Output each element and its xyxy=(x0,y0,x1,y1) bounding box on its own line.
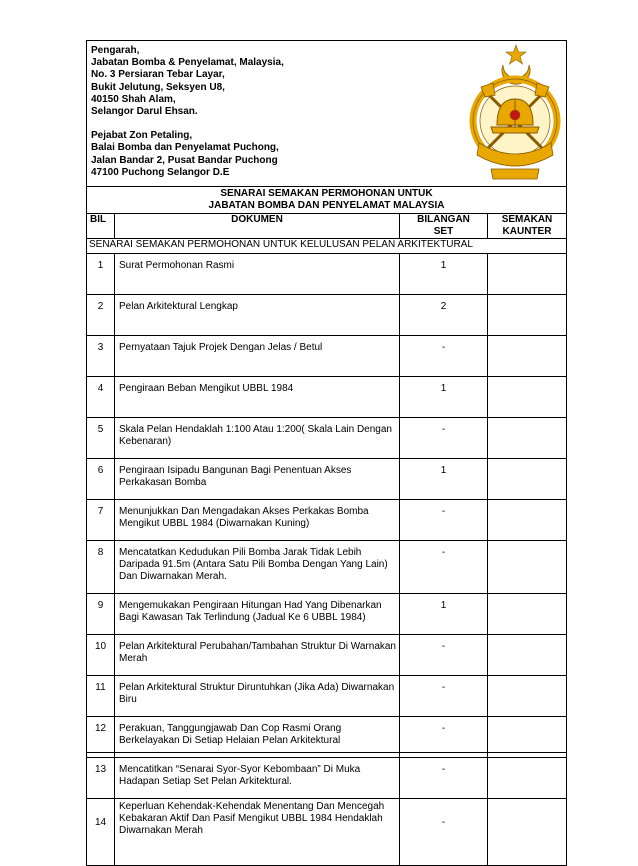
row-quantity: 2 xyxy=(400,295,488,336)
bomba-crest-icon xyxy=(467,43,563,183)
office-line: Balai Bomba dan Penyelamat Puchong, xyxy=(91,142,279,154)
table-row xyxy=(87,799,567,866)
row-number: 10 xyxy=(87,635,115,676)
section-row xyxy=(87,239,567,254)
row-number: 2 xyxy=(87,295,115,336)
title-line: SENARAI SEMAKAN PERMOHONAN UNTUK xyxy=(220,188,433,199)
address-line: Jabatan Bomba & Penyelamat, Malaysia, xyxy=(91,57,284,69)
col-dokumen-header: DOKUMEN xyxy=(115,214,400,239)
address-line: Pengarah, xyxy=(91,45,140,56)
row-check-cell[interactable] xyxy=(488,336,567,377)
row-document: Surat Permohonan Rasmi xyxy=(115,254,400,295)
row-document: Pernyataan Tajuk Projek Dengan Jelas / Betul xyxy=(115,336,400,377)
row-number: 11 xyxy=(87,676,115,717)
row-document: Mengemukakan Pengiraan Hitungan Had Yang Dibenarkan Bagi Kawasan Tak Terlindung (Jadual Ke 6 UBBL 1984) xyxy=(115,594,400,635)
row-number: 9 xyxy=(87,594,115,635)
row-check-cell[interactable] xyxy=(488,635,567,676)
table-row xyxy=(87,295,567,336)
row-number: 7 xyxy=(87,500,115,541)
row-check-cell[interactable] xyxy=(488,459,567,500)
row-document: Pelan Arkitektural Lengkap xyxy=(115,295,400,336)
row-check-cell[interactable] xyxy=(488,541,567,594)
row-quantity: - xyxy=(400,418,488,459)
row-quantity: 1 xyxy=(400,459,488,500)
row-number: 14 xyxy=(87,799,115,866)
row-quantity: - xyxy=(400,717,488,758)
col-bilangan-label: BILANGAN xyxy=(417,214,470,225)
table-row xyxy=(87,541,567,594)
row-quantity: - xyxy=(400,799,488,866)
row-number: 12 xyxy=(87,717,115,758)
col-bil-header: BIL xyxy=(87,214,115,239)
col-kaunter-label: KAUNTER xyxy=(502,226,552,237)
table-row xyxy=(87,635,567,676)
checklist-sheet xyxy=(86,40,566,866)
row-document: Skala Pelan Hendaklah 1:100 Atau 1:200( Skala Lain Dengan Kebenaran) xyxy=(115,418,400,459)
row-document: Mencatitkan “Senarai Syor-Syor Kebombaan” Di Muka Hadapan Setiap Set Pelan Arkitektural. xyxy=(115,758,400,799)
checklist-table xyxy=(86,40,567,866)
col-bilangan-header xyxy=(400,214,488,239)
row-check-cell[interactable] xyxy=(488,295,567,336)
row-document: Keperluan Kehendak-Kehendak Menentang Dan Mencegah Kebakaran Aktif Dan Pasif Mengikut UBBL 1984 Hendaklah Diwarnakan Merah xyxy=(115,799,400,866)
column-header-row xyxy=(87,214,567,239)
table-row xyxy=(87,377,567,418)
address-header xyxy=(87,41,567,187)
address-block xyxy=(91,45,284,179)
row-document: Menunjukkan Dan Mengadakan Akses Perkakas Bomba Mengikut UBBL 1984 (Diwarnakan Kuning) xyxy=(115,500,400,541)
office-line: Jalan Bandar 2, Pusat Bandar Puchong xyxy=(91,154,278,166)
address-line: Selangor Darul Ehsan. xyxy=(91,106,198,118)
office-line: 47100 Puchong Selangor D.E xyxy=(91,166,230,178)
row-quantity: - xyxy=(400,500,488,541)
office-line: Pejabat Zon Petaling, xyxy=(91,130,193,142)
row-document: Pelan Arkitektural Perubahan/Tambahan Struktur Di Warnakan Merah xyxy=(115,635,400,676)
table-title xyxy=(87,187,567,214)
title-line: JABATAN BOMBA DAN PENYELAMAT MALAYSIA xyxy=(208,200,445,211)
row-document: Pelan Arkitektural Struktur Diruntuhkan (Jika Ada) Diwarnakan Biru xyxy=(115,676,400,717)
row-check-cell[interactable] xyxy=(488,594,567,635)
row-quantity: - xyxy=(400,336,488,377)
row-document: Mencatatkan Kedudukan Pili Bomba Jarak Tidak Lebih Daripada 91.5m (Antara Satu Pili Bomba Dengan Yang Lain) Dan Diwarnakan Merah. xyxy=(115,541,400,594)
row-quantity: - xyxy=(400,541,488,594)
address-line: Bukit Jelutung, Seksyen U8, xyxy=(91,81,225,93)
col-semakan-header xyxy=(488,214,567,239)
row-number: 1 xyxy=(87,254,115,295)
row-quantity: 1 xyxy=(400,594,488,635)
footer-rule xyxy=(86,752,566,753)
table-row xyxy=(87,459,567,500)
table-row xyxy=(87,594,567,635)
row-number: 13 xyxy=(87,758,115,799)
row-number: 4 xyxy=(87,377,115,418)
address-line: 40150 Shah Alam, xyxy=(91,93,176,105)
col-set-label: SET xyxy=(433,226,454,237)
row-document: Pengiraan Isipadu Bangunan Bagi Penentuan Akses Perkakasan Bomba xyxy=(115,459,400,500)
row-quantity: 1 xyxy=(400,377,488,418)
row-quantity: 1 xyxy=(400,254,488,295)
table-row xyxy=(87,676,567,717)
row-quantity: - xyxy=(400,635,488,676)
table-row xyxy=(87,758,567,799)
address-line: No. 3 Persiaran Tebar Layar, xyxy=(91,69,225,81)
row-document: Perakuan, Tanggungjawab Dan Cop Rasmi Orang Berkelayakan Di Setiap Helaian Pelan Arkitektural xyxy=(115,717,400,758)
table-row xyxy=(87,500,567,541)
row-check-cell[interactable] xyxy=(488,799,567,866)
table-row xyxy=(87,418,567,459)
row-quantity: - xyxy=(400,676,488,717)
col-semakan-label: SEMAKAN xyxy=(501,214,553,225)
section-label: SENARAI SEMAKAN PERMOHONAN UNTUK KELULUSAN PELAN ARKITEKTURAL xyxy=(87,239,567,254)
row-check-cell[interactable] xyxy=(488,418,567,459)
row-check-cell[interactable] xyxy=(488,254,567,295)
row-number: 5 xyxy=(87,418,115,459)
table-row xyxy=(87,254,567,295)
row-check-cell[interactable] xyxy=(488,377,567,418)
row-number: 3 xyxy=(87,336,115,377)
table-row xyxy=(87,336,567,377)
row-check-cell[interactable] xyxy=(488,676,567,717)
row-number: 8 xyxy=(87,541,115,594)
row-check-cell[interactable] xyxy=(488,500,567,541)
row-document: Pengiraan Beban Mengikut UBBL 1984 xyxy=(115,377,400,418)
row-check-cell[interactable] xyxy=(488,758,567,799)
row-number: 6 xyxy=(87,459,115,500)
row-quantity: - xyxy=(400,758,488,799)
